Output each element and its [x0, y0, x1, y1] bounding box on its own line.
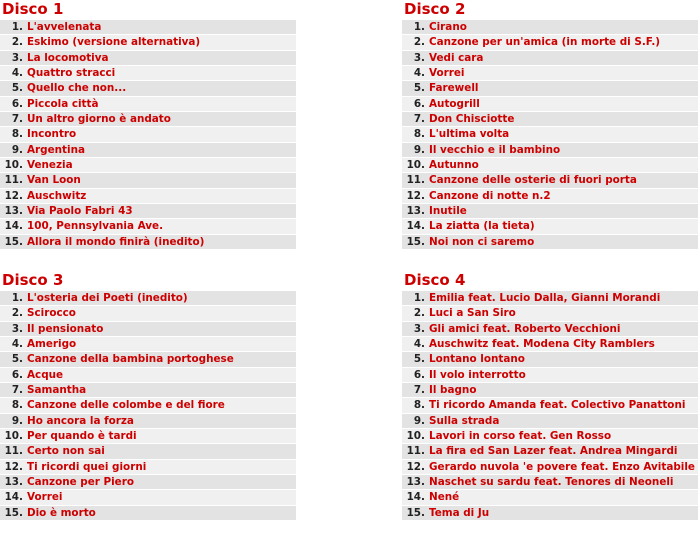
track-number: 13.	[406, 475, 425, 488]
track-title-link[interactable]: Nené	[429, 491, 460, 504]
track-title-link[interactable]: 100, Pennsylvania Ave.	[27, 220, 164, 233]
track-number: 12.	[406, 460, 425, 473]
track-row	[402, 429, 698, 444]
track-number: 9.	[11, 143, 23, 156]
track-title-link[interactable]: Ho ancora la forza	[27, 414, 134, 427]
track-row	[402, 112, 698, 127]
track-number: 10.	[406, 429, 425, 442]
track-title-link[interactable]: Amerigo	[27, 337, 77, 350]
track-title-link[interactable]: La fira ed San Lazer feat. Andrea Mingardi	[429, 445, 678, 458]
track-row	[402, 444, 698, 459]
track-title-link[interactable]: Farewell	[429, 82, 479, 95]
track-title-link[interactable]: Don Chisciotte	[429, 112, 515, 125]
disc-title: Disco 3	[2, 271, 64, 289]
track-title-link[interactable]: Lavori in corso feat. Gen Rosso	[429, 429, 612, 442]
track-number: 4.	[11, 66, 23, 79]
track-title-link[interactable]: L'osteria dei Poeti (inedito)	[27, 292, 188, 304]
track-number: 14.	[406, 491, 425, 504]
track-row	[402, 306, 698, 321]
track-title-link[interactable]: Noi non ci saremo	[429, 235, 535, 248]
disc-1-section	[0, 0, 296, 250]
track-number: 13.	[4, 204, 23, 217]
track-title-link[interactable]: Incontro	[27, 128, 77, 141]
track-title-link[interactable]: Quello che non...	[27, 82, 127, 95]
track-number: 12.	[4, 189, 23, 202]
disc-title: Disco 1	[2, 0, 64, 18]
track-row	[0, 189, 296, 204]
track-number: 2.	[413, 36, 425, 49]
track-title-link[interactable]: Il pensionato	[27, 322, 104, 335]
track-row	[402, 368, 698, 383]
track-title-link[interactable]: Gerardo nuvola 'e povere feat. Enzo Avitabile	[429, 460, 695, 473]
track-row	[402, 235, 698, 250]
track-title-link[interactable]: Scirocco	[27, 307, 76, 320]
track-number: 8.	[11, 128, 23, 141]
track-title-link[interactable]: L'ultima volta	[429, 128, 510, 141]
track-row	[402, 158, 698, 173]
track-number: 13.	[4, 475, 23, 488]
tracklist	[0, 291, 296, 521]
track-title-link[interactable]: Auschwitz feat. Modena City Ramblers	[429, 337, 655, 350]
track-title-link[interactable]: Un altro giorno è andato	[27, 112, 171, 125]
disc-4-section	[402, 271, 698, 521]
track-title-link[interactable]: Canzone per Piero	[27, 475, 134, 488]
track-number: 15.	[406, 235, 425, 248]
track-title-link[interactable]: Per quando è tardi	[27, 429, 137, 442]
track-number: 7.	[11, 112, 23, 125]
track-title-link[interactable]: Auschwitz	[27, 189, 87, 202]
track-title-link[interactable]: La ziatta (la tieta)	[429, 220, 535, 233]
track-title-link[interactable]: Samantha	[27, 383, 87, 396]
track-row	[402, 20, 698, 35]
track-number: 6.	[11, 368, 23, 381]
track-row	[0, 97, 296, 112]
track-number: 11.	[406, 174, 425, 187]
track-row	[0, 506, 296, 521]
track-number: 4.	[413, 337, 425, 350]
track-row	[0, 368, 296, 383]
track-number: 2.	[413, 307, 425, 320]
track-row	[0, 35, 296, 50]
track-title-link[interactable]: Argentina	[27, 143, 85, 156]
track-row	[0, 398, 296, 413]
track-row	[402, 35, 698, 50]
track-row	[402, 352, 698, 367]
disc-title: Disco 2	[404, 0, 466, 18]
track-number: 11.	[4, 445, 23, 458]
track-number: 8.	[413, 128, 425, 141]
track-title-link[interactable]: Autogrill	[429, 97, 480, 110]
track-row	[0, 112, 296, 127]
track-number: 5.	[413, 82, 425, 95]
track-title-link[interactable]: Vedi cara	[429, 51, 484, 64]
track-title-link[interactable]: Vorrei	[429, 66, 465, 79]
track-number: 10.	[4, 429, 23, 442]
track-number: 1.	[413, 292, 425, 304]
track-row	[0, 460, 296, 475]
track-title-link[interactable]: Inutile	[429, 204, 467, 217]
tracklist	[0, 20, 296, 250]
track-title-link[interactable]: Quattro stracci	[27, 66, 116, 79]
track-row	[402, 66, 698, 81]
track-number: 9.	[413, 414, 425, 427]
track-number: 1.	[413, 21, 425, 33]
track-title-link[interactable]: Ti ricordi quei giorni	[27, 460, 147, 473]
track-title-link[interactable]: Il bagno	[429, 383, 477, 396]
track-row	[0, 475, 296, 490]
track-title-link[interactable]: Gli amici feat. Roberto Vecchioni	[429, 322, 621, 335]
track-number: 9.	[11, 414, 23, 427]
track-row	[0, 204, 296, 219]
track-row	[0, 219, 296, 234]
track-number: 2.	[11, 36, 23, 49]
track-title-link[interactable]: Vorrei	[27, 491, 63, 504]
track-row	[402, 127, 698, 142]
track-number: 6.	[11, 97, 23, 110]
track-title-link[interactable]: Autunno	[429, 158, 479, 171]
track-number: 3.	[413, 51, 425, 64]
track-title-link[interactable]: Il volo interrotto	[429, 368, 526, 381]
track-number: 8.	[11, 399, 23, 412]
track-row	[0, 20, 296, 35]
track-title-link[interactable]: Allora il mondo finirà (inedito)	[27, 235, 205, 248]
track-title-link[interactable]: Piccola città	[27, 97, 99, 110]
track-title-link[interactable]: Tema di Ju	[429, 506, 490, 519]
track-title-link[interactable]: Il vecchio e il bambino	[429, 143, 561, 156]
track-row	[402, 189, 698, 204]
track-number: 15.	[4, 235, 23, 248]
track-number: 1.	[11, 21, 23, 33]
track-title-link[interactable]: Canzone delle osterie di fuori porta	[429, 174, 637, 187]
track-title-link[interactable]: Canzone della bambina portoghese	[27, 353, 234, 366]
track-number: 3.	[11, 322, 23, 335]
track-row	[0, 429, 296, 444]
track-number: 13.	[406, 204, 425, 217]
track-row	[0, 352, 296, 367]
track-row	[0, 322, 296, 337]
track-title-link[interactable]: Venezia	[27, 158, 73, 171]
track-number: 14.	[4, 220, 23, 233]
track-row	[402, 322, 698, 337]
track-title-link[interactable]: L'avvelenata	[27, 21, 102, 33]
track-row	[0, 337, 296, 352]
track-title-link[interactable]: Cirano	[429, 21, 467, 33]
track-row	[402, 460, 698, 475]
track-title-link[interactable]: Canzone delle colombe e del fiore	[27, 399, 225, 412]
track-row	[402, 506, 698, 521]
track-title-link[interactable]: Via Paolo Fabri 43	[27, 204, 133, 217]
disc-2-section	[402, 0, 698, 250]
track-number: 14.	[4, 491, 23, 504]
track-row	[0, 444, 296, 459]
track-row	[402, 398, 698, 413]
track-number: 9.	[413, 143, 425, 156]
track-row	[402, 291, 698, 306]
track-number: 3.	[11, 51, 23, 64]
track-title-link[interactable]: Canzone di notte n.2	[429, 189, 551, 202]
tracklist	[402, 291, 698, 521]
track-row	[0, 81, 296, 96]
track-number: 15.	[4, 506, 23, 519]
track-row	[402, 337, 698, 352]
track-row	[0, 383, 296, 398]
track-title-link[interactable]: Van Loon	[27, 174, 81, 187]
track-title-link[interactable]: Naschet su sardu feat. Tenores di Neoneli	[429, 475, 674, 488]
track-number: 12.	[406, 189, 425, 202]
track-number: 7.	[413, 112, 425, 125]
track-row	[402, 383, 698, 398]
track-number: 11.	[4, 174, 23, 187]
track-number: 4.	[413, 66, 425, 79]
tracklist	[402, 20, 698, 250]
track-number: 11.	[406, 445, 425, 458]
track-number: 5.	[11, 82, 23, 95]
track-row	[0, 66, 296, 81]
track-title-link[interactable]: La locomotiva	[27, 51, 109, 64]
track-number: 10.	[4, 158, 23, 171]
track-row	[402, 143, 698, 158]
track-row	[402, 81, 698, 96]
track-row	[402, 97, 698, 112]
track-title-link[interactable]: Lontano lontano	[429, 353, 525, 366]
track-row	[402, 490, 698, 505]
track-title-link[interactable]: Eskimo (versione alternativa)	[27, 36, 201, 49]
track-row	[0, 490, 296, 505]
track-row	[0, 306, 296, 321]
track-title-link[interactable]: Certo non sai	[27, 445, 105, 458]
track-number: 7.	[413, 383, 425, 396]
track-number: 15.	[406, 506, 425, 519]
track-row	[0, 235, 296, 250]
track-number: 5.	[413, 353, 425, 366]
track-number: 7.	[11, 383, 23, 396]
track-number: 6.	[413, 368, 425, 381]
track-title-link[interactable]: Sulla strada	[429, 414, 500, 427]
track-number: 2.	[11, 307, 23, 320]
track-number: 12.	[4, 460, 23, 473]
track-number: 1.	[11, 292, 23, 304]
track-row	[0, 414, 296, 429]
track-row	[402, 414, 698, 429]
track-row	[402, 204, 698, 219]
track-number: 10.	[406, 158, 425, 171]
track-title-link[interactable]: Acque	[27, 368, 64, 381]
track-row	[402, 475, 698, 490]
track-row	[0, 127, 296, 142]
track-row	[402, 219, 698, 234]
track-row	[402, 173, 698, 188]
track-row	[0, 173, 296, 188]
track-number: 5.	[11, 353, 23, 366]
track-number: 14.	[406, 220, 425, 233]
track-title-link[interactable]: Canzone per un'amica (in morte di S.F.)	[429, 36, 661, 49]
track-number: 6.	[413, 97, 425, 110]
disc-title: Disco 4	[404, 271, 466, 289]
track-row	[0, 143, 296, 158]
track-title-link[interactable]: Dio è morto	[27, 506, 96, 519]
track-row	[0, 158, 296, 173]
track-title-link[interactable]: Ti ricordo Amanda feat. Colectivo Panattoni	[429, 399, 686, 412]
track-row	[0, 291, 296, 306]
track-number: 4.	[11, 337, 23, 350]
track-number: 3.	[413, 322, 425, 335]
disc-3-section	[0, 271, 296, 521]
track-title-link[interactable]: Luci a San Siro	[429, 307, 516, 320]
track-number: 8.	[413, 399, 425, 412]
track-title-link[interactable]: Emilia feat. Lucio Dalla, Gianni Morandi	[429, 292, 661, 304]
track-row	[402, 51, 698, 66]
track-row	[0, 51, 296, 66]
